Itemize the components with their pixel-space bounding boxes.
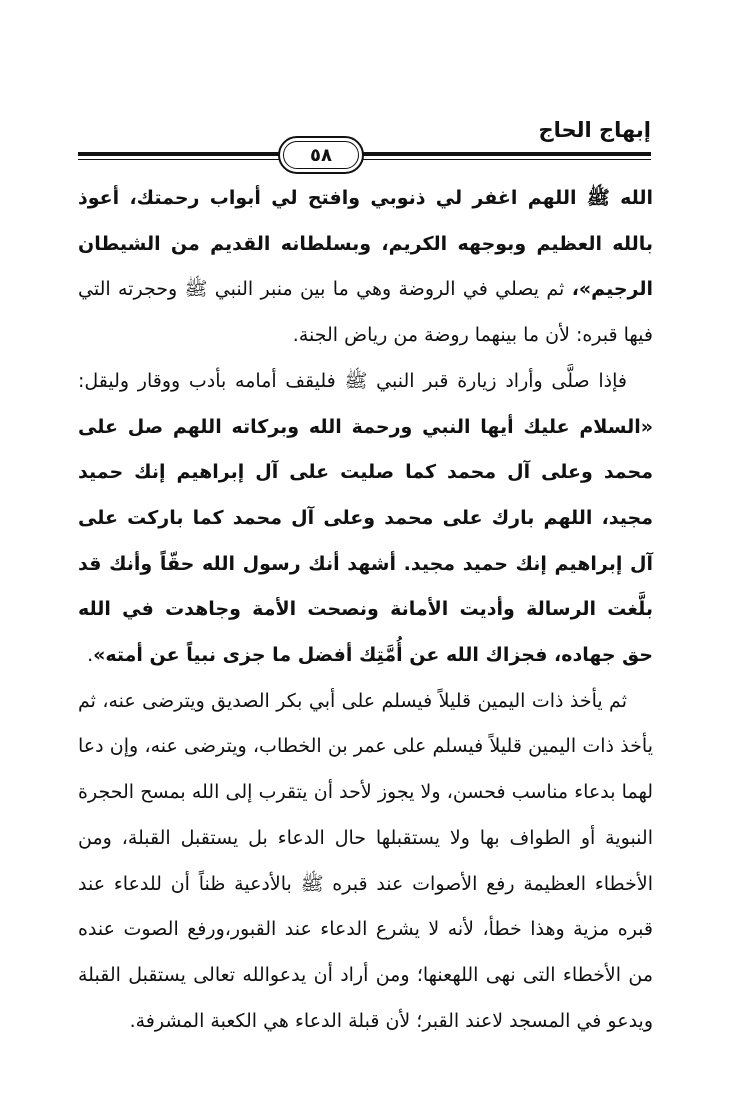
header-rule-thick [78,152,651,156]
page-number-badge [278,136,364,174]
paragraph-1 [78,176,653,359]
salutation-text: «السلام عليك أيها النبي ورحمة الله وبركاته اللهم صل على محمد وعلى آل محمد كما صليت على آل إبراهيم إنك حميد مجيد، اللهم بارك على محمد وعلى آل محمد كما باركت على آل إبراهيم إنك حميد مجيد. أشهد أنك رسول الله حقّاً وأنك قد بلَّغت الرسالة وأديت الأمانة ونصحت الأمة وجاهدت في الله حق جهاده، فجزاك الله عن أُمَّتِك أفضل ما جزى نبياً عن أمته» [78,415,653,667]
header-rule-thin [78,159,651,160]
page-header [78,118,651,178]
prayer-text: الله ﷺ اللهم اغفر لي ذنوبي وافتح لي أبواب رحمتك، أعوذ بالله العظيم وبوجهه الكريم، وبسلطانه القديم من الشيطان الرجيم»، [78,187,653,301]
paragraph-1-rest: ثم يصلي في الروضة وهي ما بين منبر النبي ﷺ وحجرته التي فيها قبره: لأن ما بينهما روضة من رياض الجنة. [78,278,653,347]
page-number: ٥٨ [310,144,332,166]
paragraph-2 [78,359,653,679]
paragraph-3: ثم يأخذ ذات اليمين قليلاً فيسلم على أبي بكر الصديق ويترضى عنه، ثم يأخذ ذات اليمين قليلاً فيسلم على عمر بن الخطاب، ويترضى عنه، وإن دعا لهما بدعاء مناسب فحسن، ولا يجوز لأحد أن يتقرب إلى الله بمسح الحجرة النبوية أو الطواف بها ولا يستقبلها حال الدعاء بل يستقبل القبلة، ومن الأخطاء العظيمة رفع الأصوات عند قبره ﷺ بالأدعية ظناً أن للدعاء عند قبره مزية وهذا خطأ، لأنه لا يشرع الدعاء عند القبور،ورفع الصوت عنده من الأخطاء التى نهى اللهعنها؛ ومن أراد أن يدعوالله تعالى يستقبل القبلة ويدعو في المسجد لاعند القبر؛ لأن قبلة الدعاء هي الكعبة المشرفة. [78,689,653,1032]
paragraph-2-end: . [87,644,94,667]
paragraph-2-intro: فإذا صلَّى وأراد زيارة قبر النبي ﷺ فليقف أمامه بأدب ووقار وليقل: [78,369,627,392]
page-body [78,176,653,1044]
book-title: إبهاج الحاج [538,118,651,142]
